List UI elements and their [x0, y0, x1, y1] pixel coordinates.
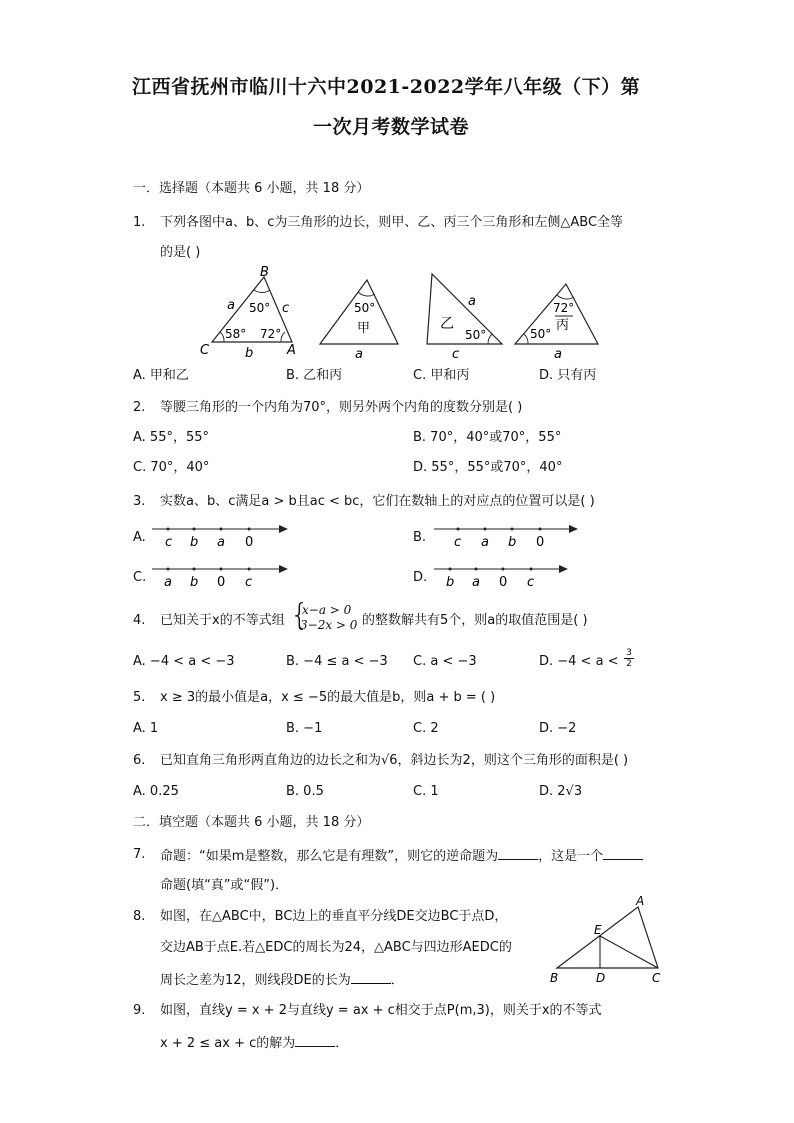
point-label: b: [508, 535, 517, 550]
point-label: a: [481, 535, 489, 550]
question-text: ，这是一个: [538, 849, 604, 864]
question-stem: 如图，直线y = x + 2与直线y = ax + c相交于点P(m,3)，则关于x的不等式: [160, 1003, 602, 1018]
vertex-label: A: [636, 894, 645, 908]
question-number: 7.: [133, 847, 146, 862]
option-a[interactable]: A. 55°，55°: [133, 430, 210, 445]
option-a[interactable]: A. −4 < a < −3: [133, 654, 235, 669]
fraction: [624, 648, 634, 669]
option-c[interactable]: C. 70°，40°: [133, 460, 210, 475]
option-b[interactable]: B. 乙和丙: [286, 368, 343, 383]
answer-blank[interactable]: [603, 847, 643, 860]
number-line-a: [150, 522, 290, 552]
question-stem: 已知关于x的不等式组: [160, 613, 285, 628]
number-line-c: [150, 562, 290, 592]
question-stem: 的是( ): [160, 245, 201, 260]
question-number: 9.: [133, 1003, 146, 1018]
side-label: b: [245, 346, 254, 361]
question-stem: [160, 847, 643, 865]
option-a[interactable]: A. 甲和乙: [133, 368, 189, 383]
option-c[interactable]: C. 1: [413, 784, 439, 799]
question-stem: 命题(填“真”或“假”)．: [160, 878, 289, 893]
page-title-line2: 一次月考数学试卷: [313, 116, 470, 138]
option-d[interactable]: D. 2√3: [539, 784, 583, 799]
angle-label: 50°: [530, 327, 552, 341]
side-label: a: [554, 347, 562, 362]
question-stem: 如图，在△ABC中，BC边上的垂直平分线DE交边BC于点D，: [160, 909, 508, 924]
section-heading-choice: 一．选择题（本题共 6 小题，共 18 分）: [133, 181, 370, 196]
question-stem: 等腰三角形的一个内角为70°，则另外两个内角的度数分别是( ): [160, 400, 523, 415]
option-b[interactable]: B. −4 ≤ a < −3: [286, 654, 388, 669]
option-a[interactable]: A.: [133, 530, 146, 545]
triangles-figure: [190, 262, 620, 362]
question-text: 周长之差为12，则线段DE的长为: [160, 973, 351, 988]
triangle-abc-figure: [545, 893, 670, 988]
point-label: 0: [499, 575, 508, 590]
angle-label: 72°: [260, 327, 282, 341]
answer-blank[interactable]: [295, 1034, 335, 1047]
point-label: b: [446, 575, 455, 590]
side-label: a: [227, 298, 235, 313]
option-d[interactable]: D.: [413, 570, 428, 585]
option-d[interactable]: D. −2: [539, 721, 577, 736]
triangle-name: 丙: [556, 318, 570, 333]
point-label: a: [472, 575, 480, 590]
section-heading-fill: 二．填空题（本题共 6 小题，共 18 分）: [133, 815, 370, 830]
option-c[interactable]: C. a < −3: [413, 654, 477, 669]
question-text: ．: [390, 973, 404, 988]
question-stem: 已知直角三角形两直角边的边长之和为√6，斜边长为2，则这个三角形的面积是( ): [160, 753, 629, 768]
vertex-label: E: [594, 923, 602, 937]
question-number: 4.: [133, 613, 146, 628]
question-number: 1.: [133, 215, 146, 230]
option-c[interactable]: C. 2: [413, 721, 439, 736]
angle-label: 50°: [465, 328, 487, 342]
vertex-label: A: [287, 343, 296, 358]
angle-label: 50°: [249, 301, 271, 315]
system-brace: {: [290, 598, 310, 633]
triangle-name: 甲: [357, 321, 371, 336]
vertex-label: B: [550, 971, 559, 985]
fraction-denominator: 2: [626, 659, 632, 669]
option-b[interactable]: B. 70°，40°或70°，55°: [413, 430, 562, 445]
option-c[interactable]: C.: [133, 570, 147, 585]
system-line-1: x−a > 0: [302, 603, 352, 617]
option-d[interactable]: D. −4 < a <: [539, 654, 619, 669]
question-text: 命题：“如果m是整数，那么它是有理数”，则它的逆命题为: [160, 849, 499, 864]
side-label: a: [355, 347, 363, 362]
fraction-numerator: 3: [624, 648, 634, 659]
point-label: a: [217, 535, 225, 550]
vertex-label: B: [260, 265, 269, 280]
side-label: a: [468, 294, 476, 309]
page-title-line1: 江西省抚州市临川十六中2021-2022学年八年级（下）第: [132, 76, 641, 98]
question-number: 3.: [133, 494, 146, 509]
question-stem: [160, 971, 404, 989]
option-d[interactable]: D. 55°，55°或70°，40°: [413, 460, 563, 475]
question-text: x + 2 ≤ ax + c的解为: [160, 1036, 296, 1051]
option-a[interactable]: A. 0.25: [133, 784, 179, 799]
point-label: c: [165, 535, 173, 550]
angle-label: 50°: [354, 301, 376, 315]
system-line-2: 3−2x > 0: [300, 618, 358, 632]
question-stem: 下列各图中a、b、c为三角形的边长，则甲、乙、丙三个三角形和左侧△ABC全等: [160, 215, 624, 230]
question-number: 8.: [133, 909, 146, 924]
point-label: c: [527, 575, 535, 590]
point-label: c: [454, 535, 462, 550]
option-a[interactable]: A. 1: [133, 721, 159, 736]
question-number: 2.: [133, 400, 146, 415]
number-line-d: [432, 562, 572, 592]
side-label: c: [282, 301, 290, 316]
triangle-name: 乙: [440, 316, 454, 332]
point-label: b: [190, 535, 199, 550]
point-label: 0: [217, 575, 226, 590]
answer-blank[interactable]: [498, 847, 538, 860]
option-b[interactable]: B. 0.5: [286, 784, 324, 799]
question-stem: 交边AB于点E.若△EDC的周长为24，△ABC与四边形AEDC的: [160, 940, 512, 955]
option-b[interactable]: B. −1: [286, 721, 323, 736]
option-c[interactable]: C. 甲和丙: [413, 368, 470, 383]
point-label: c: [245, 575, 253, 590]
question-stem: x ≥ 3的最小值是a，x ≤ −5的最大值是b，则a + b = ( ): [160, 690, 496, 705]
angle-label: 58°: [225, 327, 247, 341]
number-line-b: [432, 522, 582, 552]
question-stem: 的整数解共有5个，则a的取值范围是( ): [362, 613, 588, 628]
side-label: c: [452, 347, 460, 362]
vertex-label: C: [652, 971, 661, 985]
option-d[interactable]: D. 只有丙: [539, 368, 597, 383]
point-label: b: [190, 575, 199, 590]
answer-blank[interactable]: [351, 971, 391, 984]
point-label: a: [164, 575, 172, 590]
question-number: 6.: [133, 753, 146, 768]
question-number: 5.: [133, 690, 146, 705]
vertex-label: D: [596, 971, 606, 985]
angle-label: 72°: [553, 301, 575, 315]
question-stem: [160, 1034, 348, 1052]
point-label: 0: [536, 535, 545, 550]
vertex-label: C: [200, 343, 210, 358]
point-label: 0: [245, 535, 254, 550]
question-stem: 实数a、b、c满足a > b且ac < bc，它们在数轴上的对应点的位置可以是( ): [160, 494, 595, 509]
question-text: ．: [335, 1036, 349, 1051]
option-b[interactable]: B.: [413, 530, 427, 545]
